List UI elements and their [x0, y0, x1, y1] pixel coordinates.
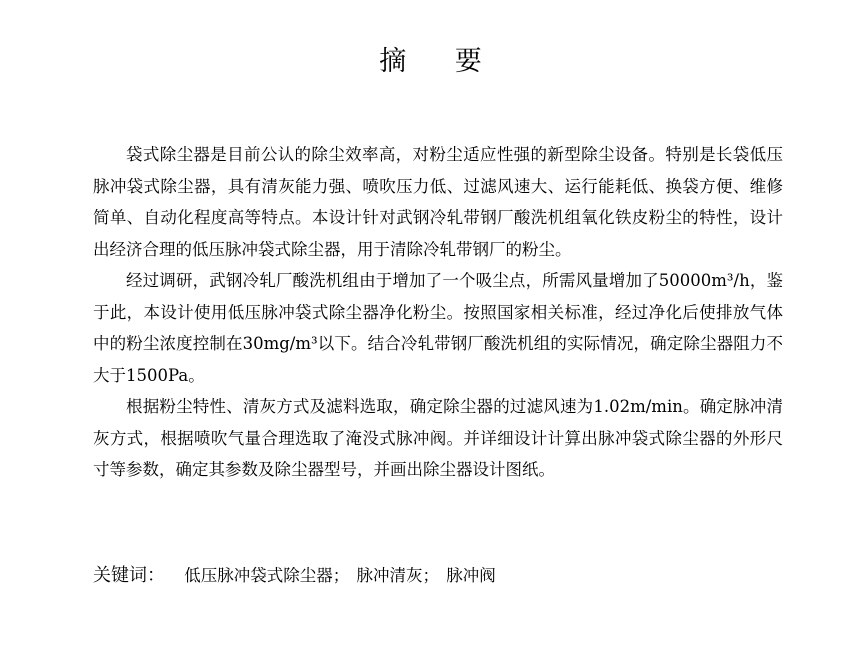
- abstract-title: 摘 要: [379, 46, 502, 77]
- abstract-paragraph-2: 经过调研，武钢冷轧厂酸洗机组由于增加了一个吸尘点，所需风量增加了50000m³/h，鉴于此，本设计使用低压脉冲袋式除尘器净化粉尘。按照国家相关标准，经过净化后使排放气体中的粉尘浓度控制在30mg/m³以下。结合冷轧带钢厂酸洗机组的实际情况，确定除尘器阻力不大于1500Pa。: [93, 271, 783, 385]
- abstract-paragraph-1: 袋式除尘器是目前公认的除尘效率高，对粉尘适应性强的新型除尘设备。特别是长袋低压脉冲袋式除尘器，具有清灰能力强、喷吹压力低、过滤风速大、运行能耗低、换袋方便、维修简单、自动化程度高等特点。本设计针对武钢冷轧带钢厂酸洗机组氧化铁皮粉尘的特性，设计出经济合理的低压脉冲袋式除尘器，用于清除冷轧带钢厂的粉尘。: [93, 145, 783, 259]
- keyword-3: 脉冲阀: [446, 566, 496, 585]
- abstract-paragraph-3: 根据粉尘特性、清灰方式及滤料选取，确定除尘器的过滤风速为1.02m/min。确定脉冲清灰方式，根据喷吹气量合理选取了淹没式脉冲阀。并详细设计计算出脉冲袋式除尘器的外形尺寸等参数，确定其参数及除尘器型号，并画出除尘器设计图纸。: [93, 397, 783, 479]
- abstract-body: [93, 139, 783, 486]
- keyword-2: 脉冲清灰；: [356, 566, 439, 585]
- keywords-line: [93, 562, 793, 590]
- keyword-1: 低压脉冲袋式除尘器；: [184, 566, 350, 585]
- keywords-label: 关键词：: [93, 565, 165, 586]
